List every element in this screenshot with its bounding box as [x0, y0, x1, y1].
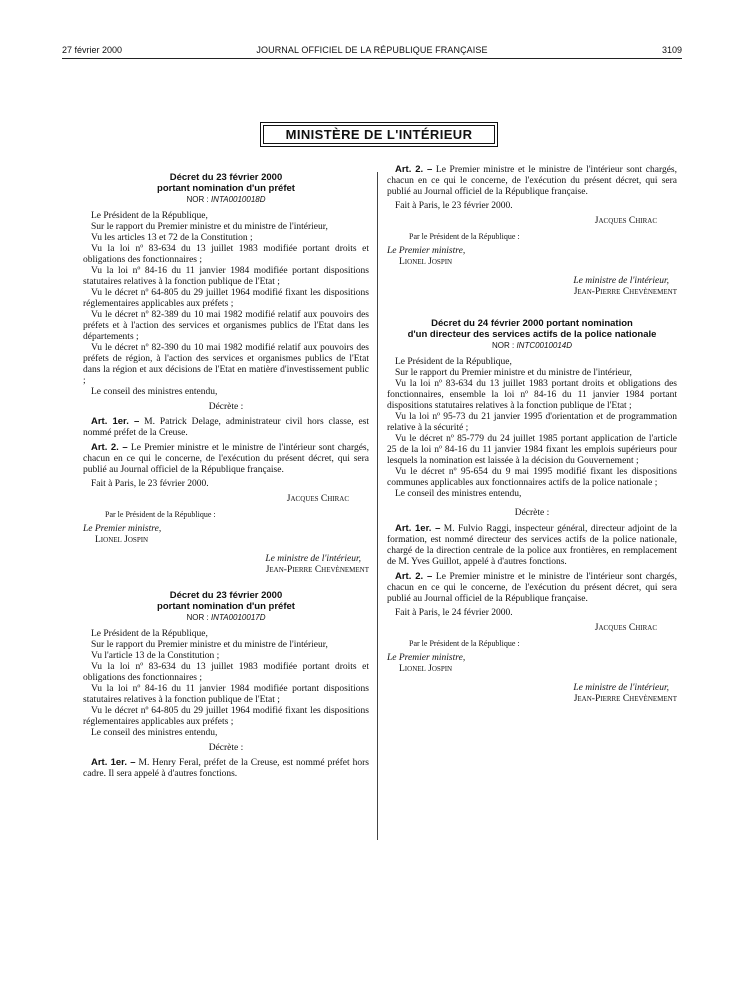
decree-1-line: Sur le rapport du Premier ministre et du ministre de l'intérieur,: [91, 222, 328, 232]
decree-1-line: Le conseil des ministres entendu,: [91, 387, 218, 397]
decree-3-title-line2: d'un directeur des services actifs de la police nationale: [407, 329, 657, 340]
decree-2-decrete: Décrète :: [208, 743, 244, 753]
article-text: Le Premier ministre et le ministre de l'intérieur sont chargés, chacun en ce qui le concerne, de l'exécution du présent décret, qui sera publié au Journal officiel de la République française.: [83, 443, 369, 475]
article-text: Le Premier ministre et le ministre de l'intérieur sont chargés, chacun en ce qui le concerne, de l'exécution du présent décret, qui sera publié au Journal officiel de la République française.: [387, 165, 677, 197]
decree-3-line: Le conseil des ministres entendu,: [395, 489, 522, 499]
decree-1-signer: Jacques Chirac: [286, 494, 349, 504]
decree-2-line: Le Président de la République,: [91, 629, 208, 639]
page-header: [62, 44, 682, 56]
decree-3-decrete: Décrète :: [514, 508, 550, 518]
article-label: Art. 2. –: [91, 442, 128, 453]
nor-label: NOR :: [186, 195, 209, 204]
decree-1-fait: Fait à Paris, le 23 février 2000.: [91, 479, 209, 489]
decree-1-minister-name: Jean-Pierre Chevènement: [265, 565, 369, 575]
decree-3-nor: [387, 340, 677, 351]
decree-1-pm-role: Le Premier ministre,: [83, 524, 162, 534]
decree-3-line: Vu le décret nº 95-654 du 9 mai 1995 modifié fixant les dispositions communes applicables aux fonctionnaires actifs de la police nationale ;: [387, 467, 677, 488]
decree-1-decrete: Décrète :: [208, 402, 244, 412]
decree-2-line: Vu la loi nº 84-16 du 11 janvier 1984 modifiée portant dispositions statutaires relatives à la fonction publique de l'Etat ;: [83, 684, 369, 705]
decree-3-fait: Fait à Paris, le 24 février 2000.: [395, 608, 513, 618]
decree-2-minister-name: Jean-Pierre Chevènement: [573, 287, 677, 297]
decree-2-signer: Jacques Chirac: [594, 216, 657, 226]
decree-2-pm-role: Le Premier ministre,: [387, 246, 466, 256]
nor-code: INTA0010017D: [210, 613, 266, 622]
article-label: Art. 1er. –: [395, 523, 441, 534]
decree-3-pm-name: Lionel Jospin: [399, 664, 453, 674]
decree-2-line: Vu la loi nº 83-634 du 13 juillet 1983 modifiée portant droits et obligations des fonctionnaires ;: [83, 662, 369, 683]
decree-3-article-2: [387, 571, 677, 605]
decree-2-continued: [387, 164, 677, 298]
decree-2-pm-name: Lionel Jospin: [399, 257, 453, 267]
article-text: M. Fulvio Raggi, inspecteur général, directeur adjoint de la formation, est nommé directeur des services actifs de la police nationale, chargé de la direction centrale de la police aux frontières, en remplacement de M. Yves Guillot, appelé à d'autres fonctions.: [387, 524, 678, 567]
article-label: Art. 2. –: [395, 571, 433, 582]
decree-3-line: Vu la loi nº 95-73 du 21 janvier 1995 d'orientation et de programmation relative à la sécurité ;: [387, 412, 677, 433]
article-text: M. Patrick Delage, administrateur civil hors classe, est nommé préfet de la Creuse.: [83, 417, 369, 438]
header-rule: [62, 58, 682, 59]
header-page-number: 3109: [661, 45, 682, 55]
decree-2-title-line1: Décret du 23 février 2000: [169, 590, 283, 601]
decree-3-article-1: [387, 523, 677, 568]
decree-2-line: Vu le décret nº 64-805 du 29 juillet 1964 modifié fixant les dispositions réglementaires applicables aux préfets ;: [83, 706, 369, 727]
right-column: [387, 164, 677, 705]
section-gap: [387, 298, 677, 318]
decree-1-line: Vu le décret nº 82-390 du 10 mai 1982 modifié relatif aux pouvoirs des préfets de région, à l'action des services et organismes publics de l'Etat dans la région et aux décisions de l'Etat en matière d'investissement public ;: [83, 343, 369, 386]
decree-1-line: Le Président de la République,: [91, 211, 208, 221]
decree-2-line: Vu l'article 13 de la Constitution ;: [91, 651, 220, 661]
decree-3-line: Le Président de la République,: [395, 357, 512, 367]
decree-1-line: Vu le décret nº 64-805 du 29 juillet 1964 modifié fixant les dispositions réglementaires applicables aux préfets ;: [83, 288, 369, 309]
nor-code: INTA0010018D: [210, 195, 266, 204]
decree-2-par-le: Par le Président de la République :: [409, 232, 520, 241]
decree-3-title-line1: Décret du 24 février 2000 portant nomination: [431, 318, 633, 329]
decree-2: [83, 590, 369, 780]
header-journal-title: JOURNAL OFFICIEL DE LA RÉPUBLIQUE FRANÇAISE: [256, 45, 488, 55]
decree-2-article-1: [83, 757, 369, 780]
column-divider: [377, 172, 378, 840]
decree-1-article-1: [83, 416, 369, 439]
article-text: M. Henry Feral, préfet de la Creuse, est nommé préfet hors cadre. Il sera appelé à d'autres fonctions.: [83, 758, 370, 779]
decree-1-line: Vu les articles 13 et 72 de la Constitution ;: [91, 233, 253, 243]
decree-2-nor: [83, 612, 369, 623]
ministry-title: MINISTÈRE DE L'INTÉRIEUR: [285, 127, 473, 142]
nor-code: INTC0010014D: [516, 341, 573, 350]
section-gap: [83, 576, 369, 590]
decree-2-line: Le conseil des ministres entendu,: [91, 728, 218, 738]
decree-3-minister-role: Le ministre de l'intérieur,: [573, 683, 669, 693]
decree-3-line: Sur le rapport du Premier ministre et du ministre de l'intérieur,: [395, 368, 632, 378]
left-column: [83, 172, 369, 780]
ministry-box: [260, 122, 498, 147]
decree-1-par-le: Par le Président de la République :: [105, 510, 216, 519]
decree-1-title-line1: Décret du 23 février 2000: [169, 172, 283, 183]
article-label: Art. 1er. –: [91, 416, 140, 427]
decree-3-par-le: Par le Président de la République :: [409, 639, 520, 648]
decree-3: [387, 318, 677, 705]
decree-3-line: Vu le décret nº 85-779 du 24 juillet 1985 portant application de l'article 25 de la loi nº 84-16 du 11 janvier 1984 fixant les emplois supérieurs pour lesquels la nomination est laissée à la décision du Gouvernement ;: [387, 434, 677, 466]
decree-2-article-2: [387, 164, 677, 198]
nor-label: NOR :: [186, 613, 209, 622]
article-label: Art. 2. –: [395, 164, 433, 175]
decree-1-article-2: [83, 442, 369, 476]
decree-3-pm-role: Le Premier ministre,: [387, 653, 466, 663]
decree-1-minister-role: Le ministre de l'intérieur,: [265, 554, 361, 564]
decree-1: [83, 172, 369, 576]
article-label: Art. 1er. –: [91, 757, 136, 768]
header-date: 27 février 2000: [62, 45, 123, 55]
decree-2-line: Sur le rapport du Premier ministre et du ministre de l'intérieur,: [91, 640, 328, 650]
decree-2-fait: Fait à Paris, le 23 février 2000.: [395, 201, 513, 211]
decree-3-signer: Jacques Chirac: [594, 623, 657, 633]
decree-2-minister-role: Le ministre de l'intérieur,: [573, 276, 669, 286]
decree-2-title-line2: portant nomination d'un préfet: [157, 601, 295, 612]
decree-1-line: Vu la loi nº 84-16 du 11 janvier 1984 modifiée portant dispositions statutaires relatives à la fonction publique de l'Etat ;: [83, 266, 369, 287]
nor-label: NOR :: [491, 341, 515, 350]
decree-3-line: Vu la loi nº 83-634 du 13 juillet 1983 portant droits et obligations des fonctionnaires, ensemble la loi nº 84-16 du 11 janvier 1984 portant dispositions statutaires relatives à la fonction publique de l'Etat ;: [387, 379, 677, 411]
decree-1-nor: [83, 194, 369, 205]
decree-1-line: Vu la loi nº 83-634 du 13 juillet 1983 modifiée portant droits et obligations des fonctionnaires ;: [83, 244, 369, 265]
decree-1-pm-name: Lionel Jospin: [95, 535, 149, 545]
decree-1-line: Vu le décret nº 82-389 du 10 mai 1982 modifié relatif aux pouvoirs des préfets et à l'action des services et organismes publics de l'Etat dans les départements ;: [83, 310, 369, 342]
article-text: Le Premier ministre et le ministre de l'intérieur sont chargés, chacun en ce qui le concerne, de l'exécution du présent décret, qui sera publié au Journal officiel de la République française.: [387, 572, 677, 604]
decree-1-title-line2: portant nomination d'un préfet: [157, 183, 295, 194]
decree-3-minister-name: Jean-Pierre Chevènement: [573, 694, 677, 704]
